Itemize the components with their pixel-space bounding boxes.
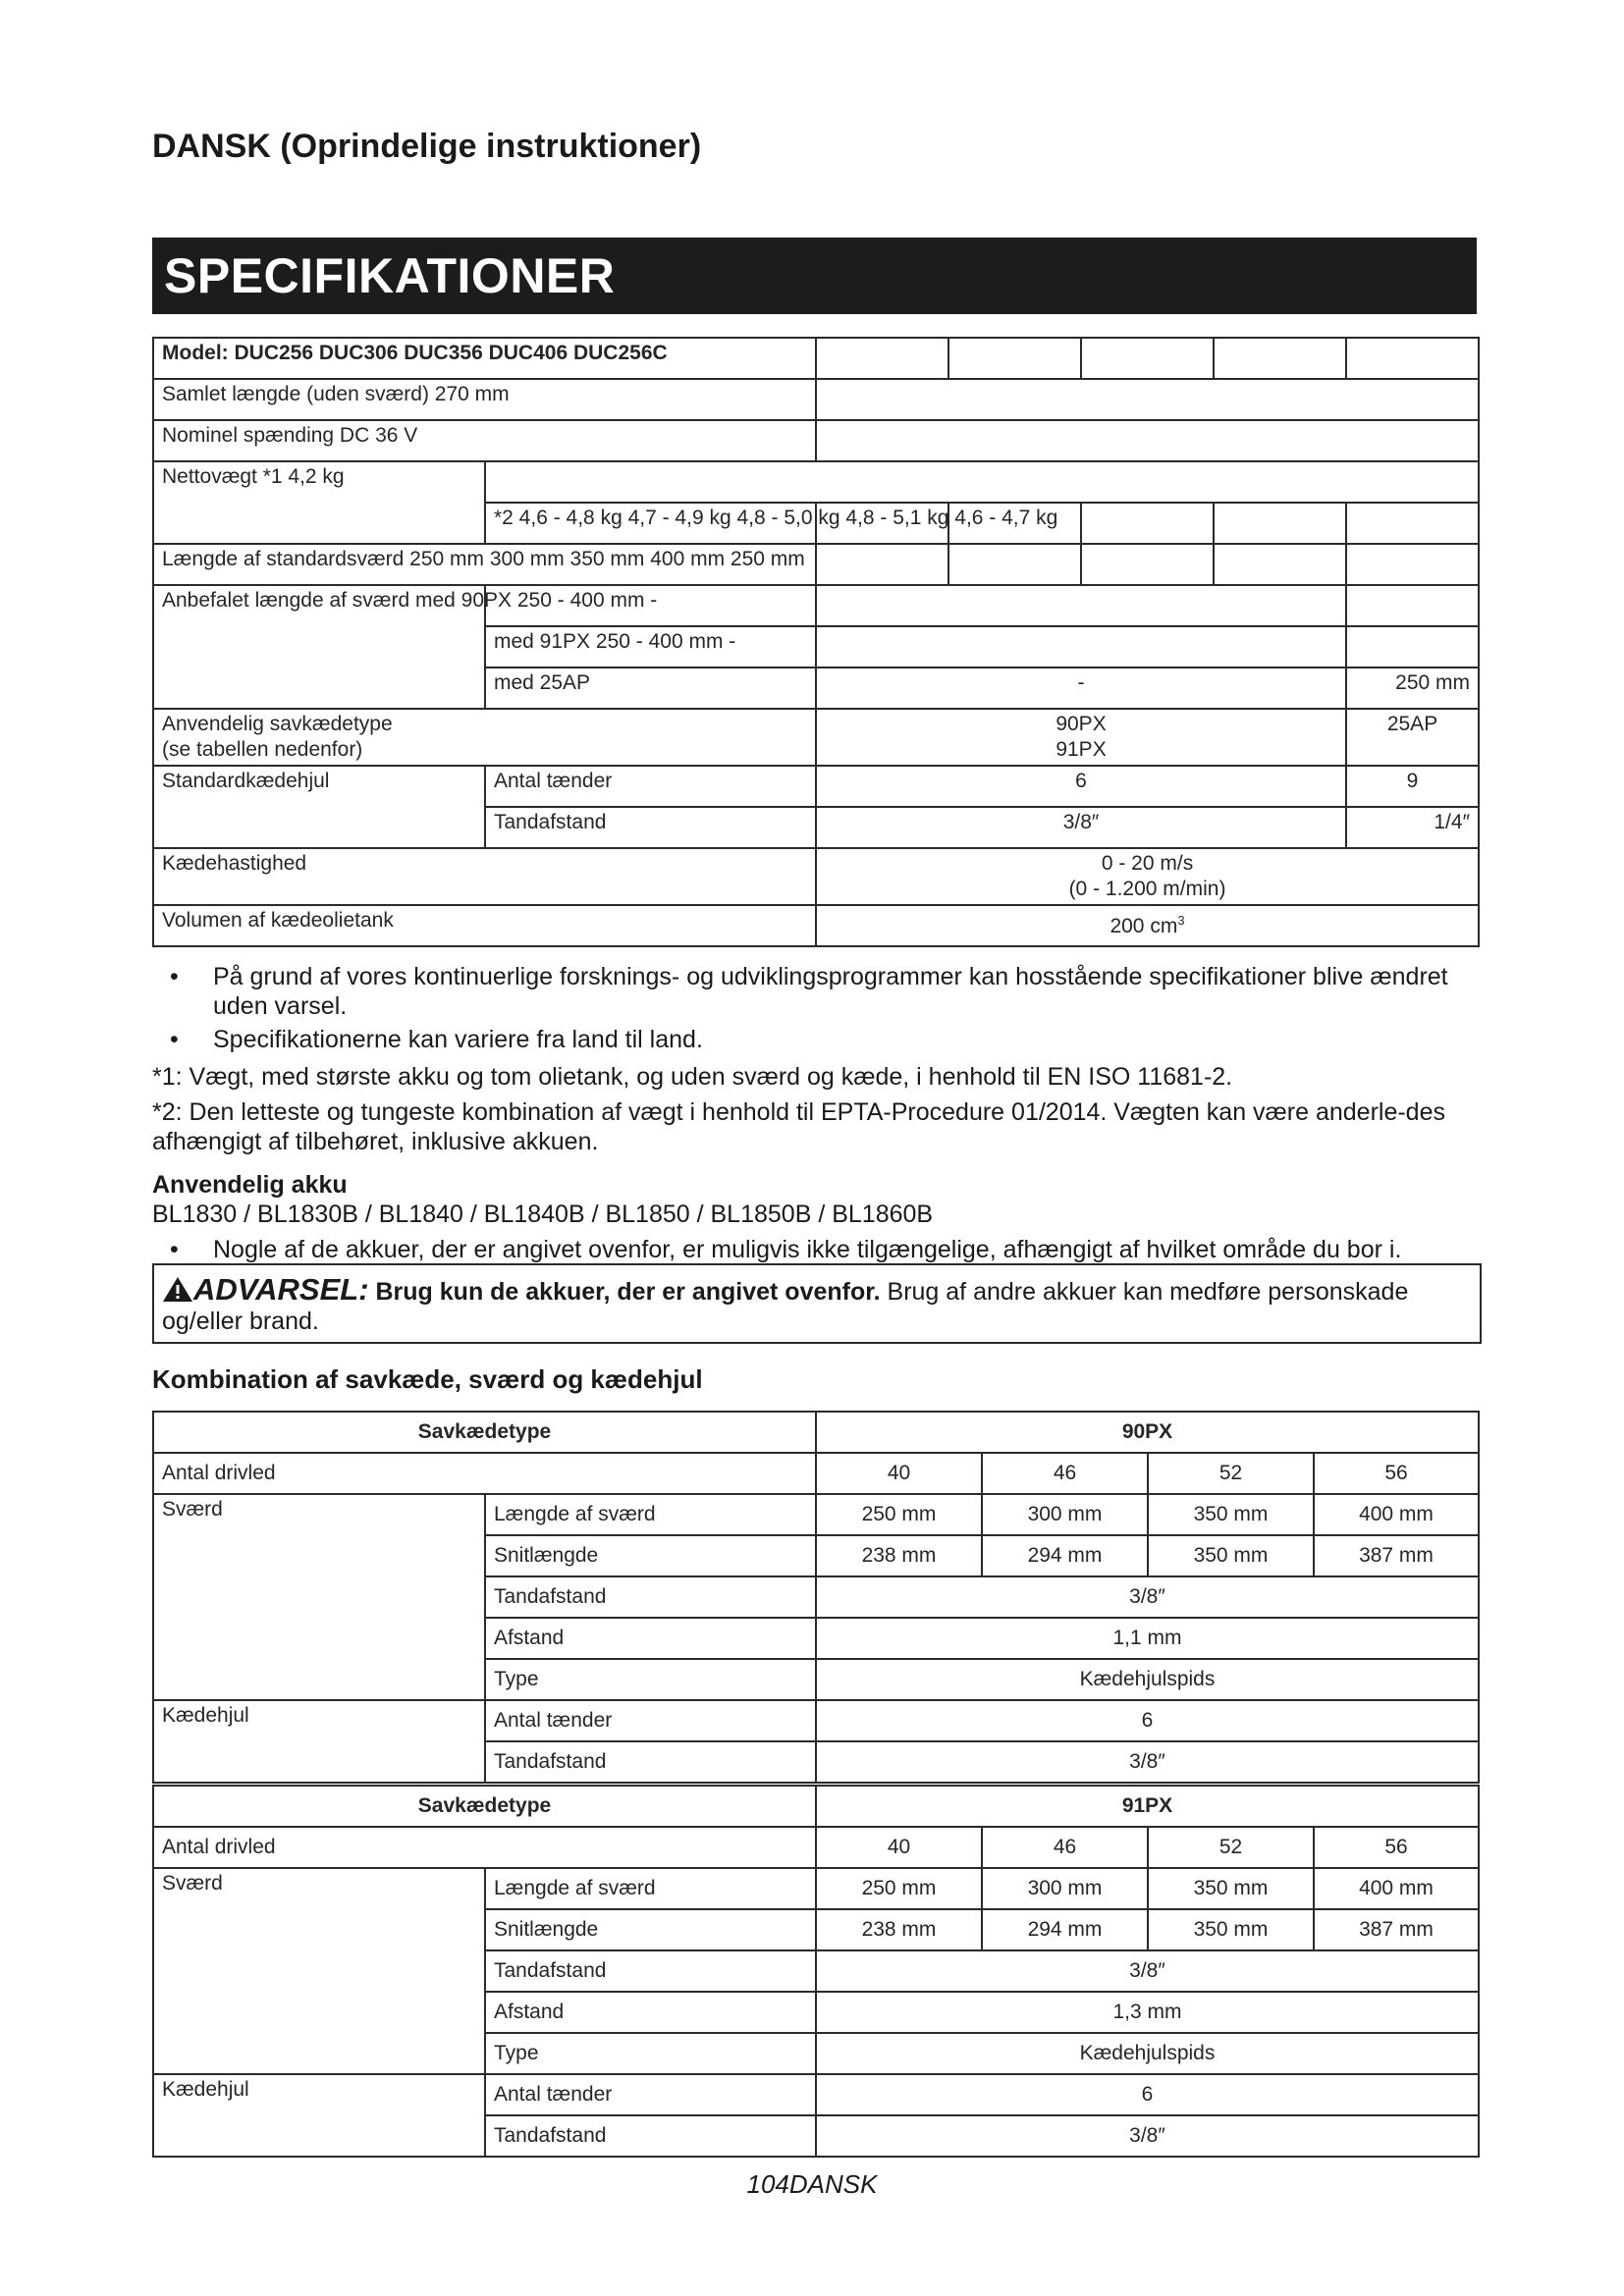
table-row <box>153 420 1479 461</box>
spec-pitch-b: 1/4″ <box>1346 807 1479 848</box>
note-text: Nogle af de akkuer, der er angivet ovenfor, er muligvis ikke tilgængelige, afhængigt af hvilket område du bor i. <box>213 1236 1402 1263</box>
page-title: DANSK (Oprindelige instruktioner) <box>152 128 702 165</box>
spec-chain-type-line2: (se tabellen nedenfor) <box>162 738 363 761</box>
warning-text: Brug af andre akkuer kan medføre personskade og/eller brand. <box>162 1278 1409 1335</box>
type-label: Type <box>485 2033 816 2074</box>
chain-type-value: 91PX <box>816 1786 1479 1827</box>
table-row <box>153 544 1479 585</box>
cut-length-value: 238 mm <box>816 1535 982 1576</box>
bullet-mark: • <box>170 963 179 990</box>
spec-std-bar-text: Længde af standardsværd 250 mm 300 mm 350 mm 400 mm 250 mm <box>162 548 805 570</box>
sprocket-label: Kædehjul <box>153 1700 485 1783</box>
teeth-value: 6 <box>816 2074 1479 2115</box>
warning-triangle-icon <box>162 1275 193 1303</box>
gauge-value: 1,3 mm <box>816 1992 1479 2033</box>
table-row <box>153 766 1479 807</box>
spec-chain-type-b: 25AP <box>1346 709 1479 766</box>
spec-sprocket: Standardkædehjul <box>153 766 485 848</box>
combo-title: Kombination af savkæde, sværd og kædehjul <box>152 1364 703 1394</box>
spec-voltage: Nominel spænding DC 36 V <box>153 420 816 461</box>
spec-pitch-a: 3/8″ <box>816 807 1346 848</box>
chain-type-value: 90PX <box>816 1412 1479 1453</box>
type-value: Kædehjulspids <box>816 2033 1479 2074</box>
spec-chain-type <box>153 709 816 766</box>
bar-length-value: 300 mm <box>982 1494 1148 1535</box>
cut-length-value: 294 mm <box>982 1535 1148 1576</box>
drive-links-value: 40 <box>816 1827 982 1868</box>
table-row <box>153 1827 1479 1868</box>
bar-length-value: 250 mm <box>816 1494 982 1535</box>
spec-std-bar <box>153 544 816 585</box>
sprocket-pitch-label: Tandafstand <box>485 2115 816 2157</box>
spec-net-weight: Nettovægt *1 4,2 kg <box>153 461 485 544</box>
sprocket-pitch-value: 3/8″ <box>816 2115 1479 2157</box>
bar-length-label: Længde af sværd <box>485 1868 816 1909</box>
gauge-label: Afstand <box>485 1992 816 2033</box>
sprocket-pitch-label: Tandafstand <box>485 1741 816 1783</box>
cut-length-label: Snitlængde <box>485 1909 816 1950</box>
sprocket-label: Kædehjul <box>153 2074 485 2157</box>
bar-length-value: 350 mm <box>1148 1868 1314 1909</box>
spec-teeth: Antal tænder <box>485 766 816 807</box>
spec-oil-value <box>816 905 1479 946</box>
type-label: Type <box>485 1659 816 1700</box>
note-bullet <box>152 1235 1478 1264</box>
drive-links-label: Antal drivled <box>153 1827 816 1868</box>
spec-teeth-a: 6 <box>816 766 1346 807</box>
drive-links-value: 46 <box>982 1827 1148 1868</box>
spec-chain-type-a <box>816 709 1346 766</box>
teeth-label: Antal tænder <box>485 1700 816 1741</box>
oil-unit-sup: 3 <box>1177 913 1185 928</box>
bar-length-value: 250 mm <box>816 1868 982 1909</box>
table-row <box>153 709 1479 766</box>
notes-section <box>152 962 1478 1264</box>
spec-speed: Kædehastighed <box>153 848 816 905</box>
pitch-label: Tandafstand <box>485 1576 816 1618</box>
spec-rec-25-a: - <box>816 667 1346 709</box>
bar-length-label: Længde af sværd <box>485 1494 816 1535</box>
speed-mmin: (0 - 1.200 m/min) <box>1068 878 1226 900</box>
table-row <box>153 1494 1479 1535</box>
table-row <box>153 1786 1479 1827</box>
table-row <box>153 1868 1479 1909</box>
table-row <box>153 379 1479 420</box>
chain-type-label: Savkædetype <box>153 1786 816 1827</box>
drive-links-value: 40 <box>816 1453 982 1494</box>
cut-length-value: 294 mm <box>982 1909 1148 1950</box>
speed-ms: 0 - 20 m/s <box>1101 852 1194 875</box>
drive-links-value: 56 <box>1314 1453 1479 1494</box>
combo-table-90px <box>152 1411 1478 1784</box>
table-row <box>153 585 1479 626</box>
pitch-label: Tandafstand <box>485 1950 816 1992</box>
cut-length-value: 387 mm <box>1314 1909 1479 1950</box>
teeth-value: 6 <box>816 1700 1479 1741</box>
spec-rec-25: med 25AP <box>485 667 816 709</box>
bar-length-value: 300 mm <box>982 1868 1148 1909</box>
section-banner <box>152 238 1477 314</box>
chain-90px: 90PX <box>1056 713 1107 735</box>
spec-table <box>152 337 1478 947</box>
teeth-label: Antal tænder <box>485 2074 816 2115</box>
spec-rec-25-b: 250 mm <box>1346 667 1479 709</box>
drive-links-label: Antal drivled <box>153 1453 816 1494</box>
type-value: Kædehjulspids <box>816 1659 1479 1700</box>
table-row <box>153 905 1479 946</box>
chain-91px: 91PX <box>1056 738 1107 761</box>
note-text: På grund af vores kontinuerlige forsknings- og udviklingsprogrammer kan hosstående specifikationer blive ændret uden varsel. <box>213 963 1448 1020</box>
akku-list: BL1830 / BL1830B / BL1840 / BL1840B / BL1850 / BL1850B / BL1860B <box>152 1201 934 1228</box>
spec-speed-value <box>816 848 1479 905</box>
drive-links-value: 52 <box>1148 1453 1314 1494</box>
warning-label: ADVARSEL: <box>193 1272 369 1307</box>
akku-heading: Anvendelig akku <box>152 1171 348 1199</box>
table-row <box>153 461 1479 503</box>
spec-weight2 <box>485 503 1058 544</box>
chain-type-label: Savkædetype <box>153 1412 816 1453</box>
bar-label: Sværd <box>153 1494 485 1700</box>
table-row <box>153 1453 1479 1494</box>
note-bullet <box>152 962 1478 1021</box>
section-title: SPECIFIKATIONER <box>164 248 616 303</box>
drive-links-value: 46 <box>982 1453 1148 1494</box>
bullet-mark: • <box>170 1236 179 1263</box>
drive-links-value: 56 <box>1314 1827 1479 1868</box>
sprocket-pitch-value: 3/8″ <box>816 1741 1479 1783</box>
pitch-value: 3/8″ <box>816 1950 1479 1992</box>
warning-box <box>152 1263 1482 1344</box>
spec-length: Samlet længde (uden sværd) 270 mm <box>153 379 816 420</box>
gauge-value: 1,1 mm <box>816 1618 1479 1659</box>
bar-label: Sværd <box>153 1868 485 2074</box>
drive-links-value: 52 <box>1148 1827 1314 1868</box>
page-number: 104DANSK <box>746 2169 878 2199</box>
bar-length-value: 350 mm <box>1148 1494 1314 1535</box>
gauge-label: Afstand <box>485 1618 816 1659</box>
cut-length-value: 387 mm <box>1314 1535 1479 1576</box>
table-row <box>153 1700 1479 1741</box>
cut-length-value: 238 mm <box>816 1909 982 1950</box>
table-row <box>153 848 1479 905</box>
warning-strong: Brug kun de akkuer, der er angivet ovenfor. <box>375 1278 881 1306</box>
table-row <box>153 2074 1479 2115</box>
bar-length-value: 400 mm <box>1314 1494 1479 1535</box>
footnote-2: *2: Den letteste og tungeste kombination af vægt i henhold til EPTA-Procedure 01/2014. Vægten kan være anderle-des afhængigt af tilbehøret, inklusive akkuen. <box>152 1098 1445 1155</box>
spec-chain-type-line1: Anvendelig savkædetype <box>162 713 393 735</box>
spec-weight2-text: *2 4,6 - 4,8 kg 4,7 - 4,9 kg 4,8 - 5,0 kg 4,8 - 5,1 kg 4,6 - 4,7 kg <box>494 507 1058 529</box>
spec-rec-91 <box>485 626 816 667</box>
table-row <box>153 1412 1479 1453</box>
footnote-1: *1: Vægt, med største akku og tom olietank, og uden sværd og kæde, i henhold til EN ISO 11681-2. <box>152 1063 1233 1091</box>
table-row <box>153 338 1479 379</box>
cut-length-value: 350 mm <box>1148 1535 1314 1576</box>
spec-teeth-b: 9 <box>1346 766 1479 807</box>
oil-volume: 200 cm <box>1110 915 1178 937</box>
note-bullet <box>152 1025 1478 1054</box>
pitch-value: 3/8″ <box>816 1576 1479 1618</box>
spec-oil: Volumen af kædeolietank <box>153 905 816 946</box>
spec-pitch: Tandafstand <box>485 807 816 848</box>
bullet-mark: • <box>170 1026 179 1053</box>
spec-model: Model: DUC256 DUC306 DUC356 DUC406 DUC256C <box>153 338 816 379</box>
combo-table-91px <box>152 1785 1478 2158</box>
cut-length-value: 350 mm <box>1148 1909 1314 1950</box>
spec-rec-91-text: med 91PX 250 - 400 mm - <box>494 630 736 653</box>
cut-length-label: Snitlængde <box>485 1535 816 1576</box>
bar-length-value: 400 mm <box>1314 1868 1479 1909</box>
note-text: Specifikationerne kan variere fra land til land. <box>213 1026 703 1053</box>
spec-rec-bar-text: Anbefalet længde af sværd med 90PX 250 - 400 mm - <box>162 589 658 612</box>
